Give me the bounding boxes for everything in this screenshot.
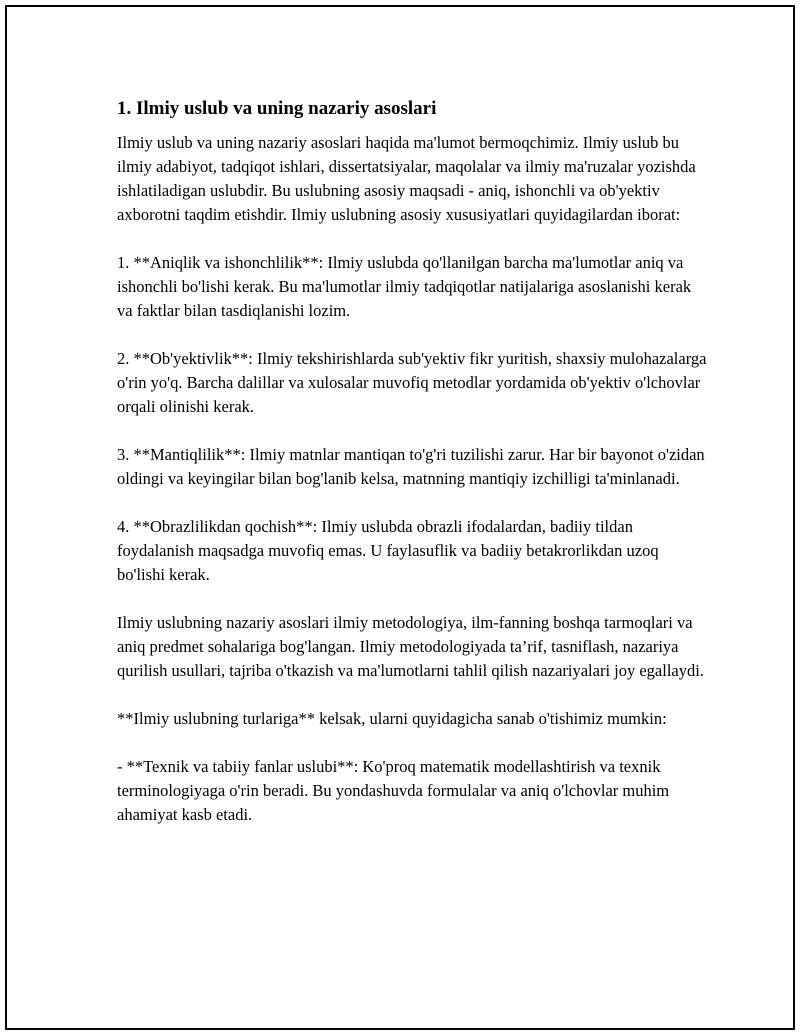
paragraph-point-3: 3. **Mantiqlilik**: Ilmiy matnlar mantiqan to'g'ri tuzilishi zarur. Har bir bayonot o'zidan oldingi va keyingilar bilan bog'lanib kelsa, matnning mantiqiy izchilligi ta'minlanadi.	[117, 445, 705, 488]
section-heading: 1. Ilmiy uslub va uning nazariy asoslari	[117, 98, 437, 119]
page-frame	[5, 5, 795, 1030]
paragraph-point-1: 1. **Aniqlik va ishonchlilik**: Ilmiy uslubda qo'llanilgan barcha ma'lumotlar aniq va ishonchli bo'lishi kerak. Bu ma'lumotlar ilmiy tadqiqotlar natijalariga asoslanishi kerak va faktlar bilan tasdiqlanishi lozim.	[117, 253, 692, 320]
paragraph-point-4: 4. **Obrazlilikdan qochish**: Ilmiy uslubda obrazli ifodalardan, badiiy tildan foydalanish maqsadga muvofiq emas. U faylasuflik va badiiy betakrorlikdan uzoq bo'lishi kerak.	[117, 517, 659, 584]
paragraph-intro: Ilmiy uslub va uning nazariy asoslari haqida ma'lumot bermoqchimiz. Ilmiy uslub bu ilmiy adabiyot, tadqiqot ishlari, dissertatsiyalar, maqolalar va ilmiy ma'ruzalar yozishda ishlatiladigan uslubdir. Bu uslubning asosiy maqsadi - aniq, ishonchli va ob'yektiv axborotni taqdim etishdir. Ilmiy uslubning asosiy xususiyatlari quyidagilardan iborat:	[117, 133, 696, 224]
paragraph-theory: Ilmiy uslubning nazariy asoslari ilmiy metodologiya, ilm-fanning boshqa tarmoqlari va aniq predmet sohalariga bog'langan. Ilmiy metodologiyada ta’rif, tasniflash, nazariya qurilish usullari, tajriba o'tkazish va ma'lumotlarni tahlil qilish nazariyalari joy egallaydi.	[117, 613, 704, 680]
paragraph-type-technical: - **Texnik va tabiiy fanlar uslubi**: Ko'proq matematik modellashtirish va texnik terminologiyaga o'rin beradi. Bu yondashuvda formulalar va aniq o'lchovlar muhim ahamiyat kasb etadi.	[117, 757, 670, 824]
paragraph-point-2: 2. **Ob'yektivlik**: Ilmiy tekshirishlarda sub'yektiv fikr yuritish, shaxsiy mulohazalarga o'rin yo'q. Barcha dalillar va xulosalar muvofiq metodlar yordamida ob'yektiv o'lchovlar orqali olinishi kerak.	[117, 349, 707, 416]
paragraph-types-intro: **Ilmiy uslubning turlariga** kelsak, ularni quyidagicha sanab o'tishimiz mumkin:	[117, 709, 667, 728]
document-body	[117, 97, 707, 827]
